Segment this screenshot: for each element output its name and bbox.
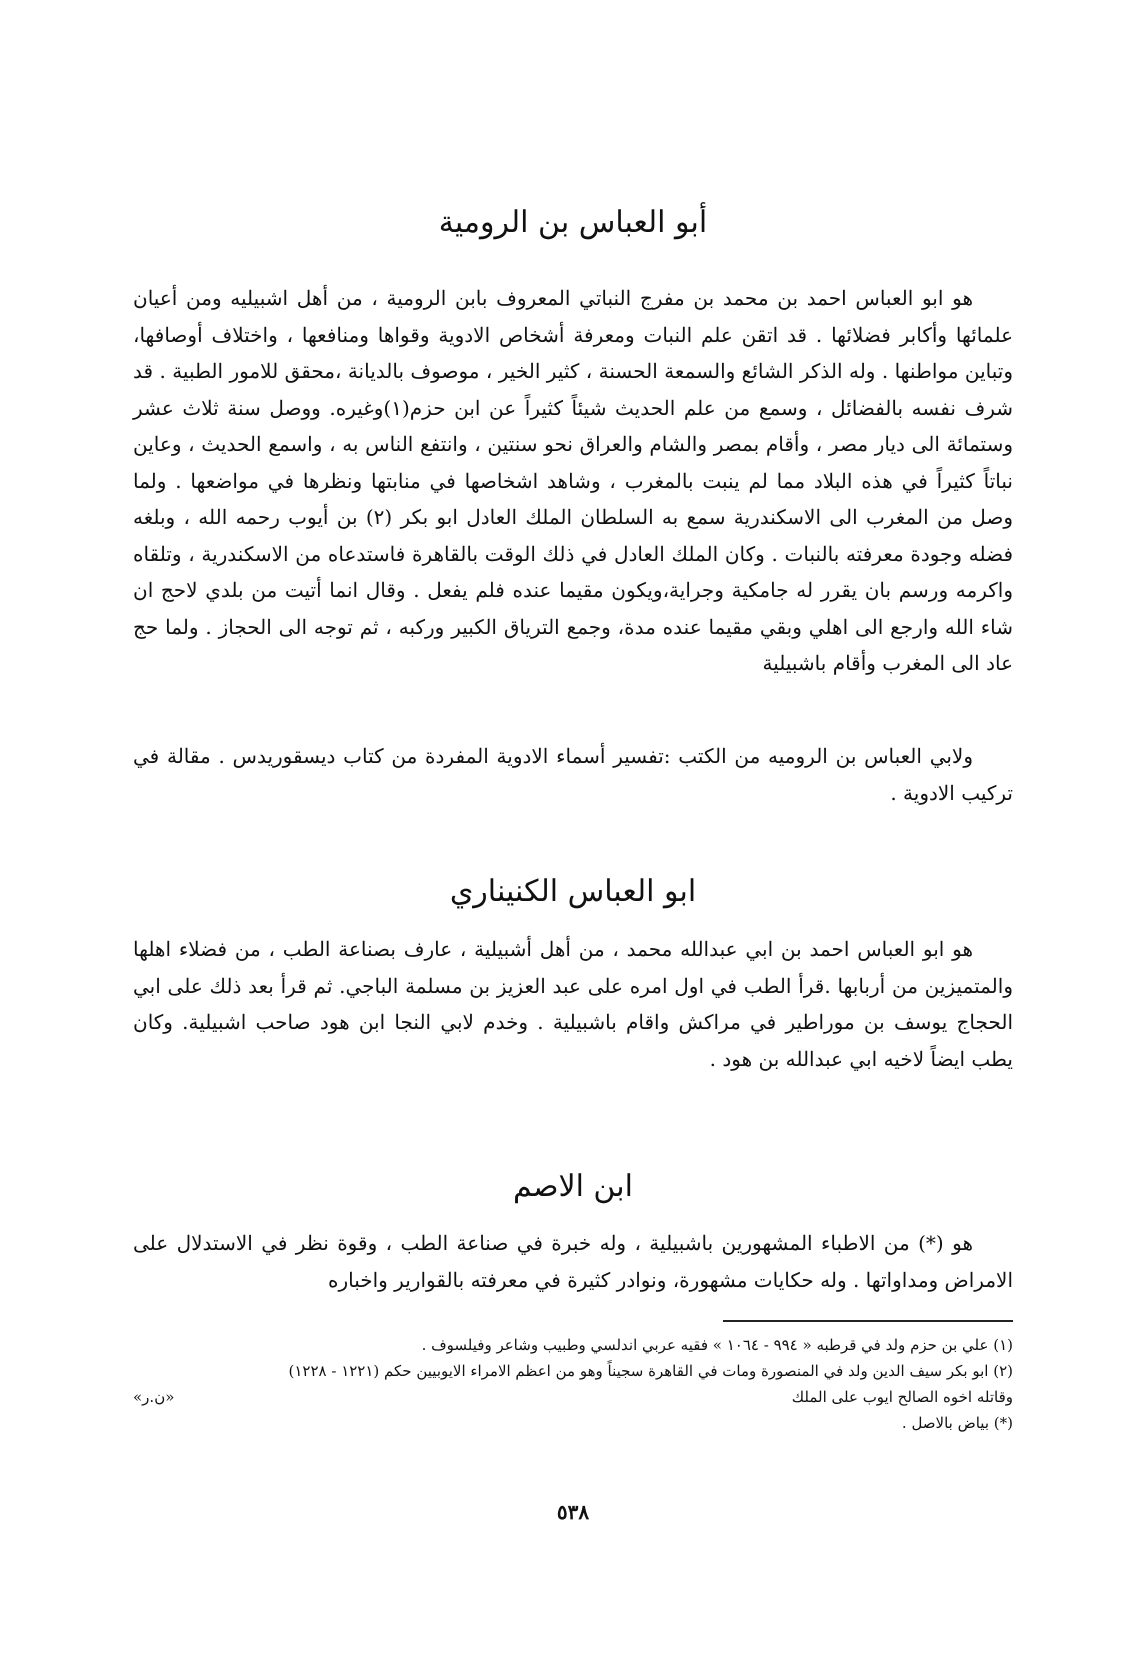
section-title-al-kaninari: ابو العباس الكنيناري <box>449 874 697 909</box>
page-number: ٥٣٨ <box>556 1500 590 1524</box>
section-title-ibn-al-rumiyya: أبو العباس بن الرومية <box>438 205 708 240</box>
footnote-2-continuation <box>133 1384 1013 1410</box>
footnote-2-signature: «ن.ر» <box>133 1388 175 1406</box>
bio-paragraph-al-kaninari: هو ابو العباس احمد بن ابي عبدالله محمد ، من أهل أشبيلية ، عارف بصناعة الطب ، من فضلاء اهلها والمتميزين من أربابها .قرأ الطب في اول امره على عبد العزيز بن مسلمة الباجي. ثم قرأ بعد ذلك على ابي الحجاج يوسف بن موراطير في مراكش واقام باشبيلية . وخدم لابي النجا ابن هود صاحب اشبيلية. وكان يطب ايضاً لاخيه ابي عبدالله بن هود . <box>133 937 1013 1071</box>
section-title-ibn-al-asamm: ابن الاصم <box>513 1169 633 1204</box>
footnote-2: (٢) ابو بكر سيف الدين ولد في المنصورة ومات في القاهرة سجيناً وهو من اعظم الامراء الايوبيين حكم (١٢٢١ - ١٢٢٨) <box>288 1362 1013 1380</box>
footnotes <box>133 1332 1013 1436</box>
footnote-3: (*) بياض بالاصل . <box>901 1414 1013 1432</box>
footnote-2-text: وقاتله اخوه الصالح ايوب على الملك <box>791 1388 1013 1406</box>
footnote-1: (١) علي بن حزم ولد في قرطبه « ٩٩٤ - ١٠٦٤ » فقيه عربي اندلسي وطبيب وشاعر وفيلسوف . <box>421 1336 1013 1354</box>
books-paragraph-ibn-al-rumiyya: ولابي العباس بن الروميه من الكتب :تفسير أسماء الادوية المفردة من كتاب ديسقوريدس . مقالة في تركيب الادوية . <box>133 744 1013 805</box>
bio-paragraph-ibn-al-asamm: هو (*) من الاطباء المشهورين باشبيلية ، وله خبرة في صناعة الطب ، وقوة نظر في الاستدلال على الامراض ومداواتها . وله حكايات مشهورة، ونوادر كثيرة في معرفته بالقوارير واخباره <box>133 1231 1013 1292</box>
footnote-divider <box>723 1320 1013 1322</box>
bio-paragraph-ibn-al-rumiyya: هو ابو العباس احمد بن محمد بن مفرج النباتي المعروف بابن الرومية ، من أهل اشبيليه ومن أعيان علمائها وأكابر فضلائها . قد اتقن علم النبات ومعرفة أشخاص الادوية وقواها ومنافعها ، واختلاف أوصافها، وتباين مواطنها . وله الذكر الشائع والسمعة الحسنة ، كثير الخير ، موصوف بالديانة ،محقق للامور الطبية . قد شرف نفسه بالفضائل ، وسمع من علم الحديث شيئاً كثيراً عن ابن حزم(١)وغيره. ووصل سنة ثلاث عشر وستمائة الى ديار مصر ، وأقام بمصر والشام والعراق نحو سنتين ، وانتفع الناس به ، واسمع الحديث ، وعاين نباتاً كثيراً في هذه البلاد مما لم ينبت بالمغرب ، وشاهد اشخاصها في منابتها ونظرها في مواضعها . ولما وصل من المغرب الى الاسكندرية سمع به السلطان الملك العادل ابو بكر (٢) بن أيوب رحمه الله ، وبلغه فضله وجودة معرفته بالنبات . وكان الملك العادل في ذلك الوقت بالقاهرة فاستدعاه من الاسكندرية ، وتلقاه واكرمه ورسم بان يقرر له جامكية وجراية،ويكون مقيما عنده فلم يفعل . وقال انما أتيت من بلدي لاحج ان شاء الله وارجع الى اهلي وبقي مقيما عنده مدة، وجمع الترياق الكبير وركبه ، ثم توجه الى الحجاز . ولما حج عاد الى المغرب وأقام باشبيلية <box>133 286 1013 675</box>
